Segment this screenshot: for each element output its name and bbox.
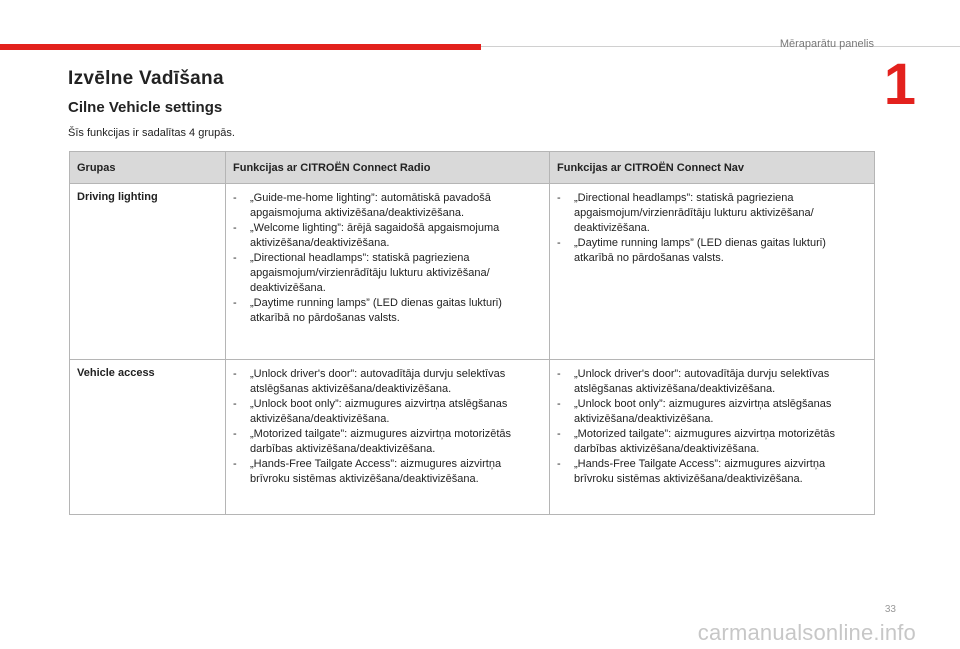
list-item: - „Hands-Free Tailgate Access”: aizmugures aizvirtņa brīvroku sistēmas aktivizēšana/deaktivizēšana.	[233, 457, 542, 487]
group-driving-lighting: Driving lighting	[70, 184, 226, 360]
function-list	[233, 191, 542, 326]
table-row	[70, 184, 875, 360]
list-item: - „Hands-Free Tailgate Access”: aizmugures aizvirtņa brīvroku sistēmas aktivizēšana/deaktivizēšana.	[557, 457, 867, 487]
list-item: - „Directional headlamps”: statiskā pagrieziena apgaismojum/virzienrādītāju lukturu aktivizēšana/ deaktivizēšana.	[233, 251, 542, 296]
page-title: Izvēlne Vadīšana	[68, 68, 224, 89]
radio-functions-cell	[226, 360, 550, 515]
function-list	[233, 367, 542, 487]
page-subtitle: Cilne Vehicle settings	[68, 99, 223, 116]
nav-functions-cell	[550, 184, 875, 360]
function-list	[557, 191, 867, 266]
list-item: - „Daytime running lamps” (LED dienas gaitas lukturi) atkarībā no pārdošanas valsts.	[557, 236, 867, 266]
function-list	[557, 367, 867, 487]
list-item: - „Directional headlamps”: statiskā pagrieziena apgaismojum/virzienrādītāju lukturu aktivizēšana/ deaktivizēšana.	[557, 191, 867, 236]
page-number: 33	[884, 604, 896, 615]
list-item: - „Motorized tailgate”: aizmugures aizvirtņa motorizētās darbības aktivizēšana/deaktivizēšana.	[233, 427, 542, 457]
list-item: - „Motorized tailgate”: aizmugures aizvirtņa motorizētās darbības aktivizēšana/deaktivizēšana.	[557, 427, 867, 457]
list-item: - „Unlock boot only”: aizmugures aizvirtņa atslēgšanas aktivizēšana/deaktivizēšana.	[557, 397, 867, 427]
list-item: - „Unlock driver's door”: autovadītāja durvju selektīvas atslēgšanas aktivizēšana/deaktivizēšana.	[557, 367, 867, 397]
group-vehicle-access: Vehicle access	[70, 360, 226, 515]
list-item: - „Unlock driver's door”: autovadītāja durvju selektīvas atslēgšanas aktivizēšana/deaktivizēšana.	[233, 367, 542, 397]
list-item: - „Guide-me-home lighting”: automātiskā pavadošā apgaismojuma aktivizēšana/deaktivizēšana.	[233, 191, 542, 221]
list-item: - „Daytime running lamps” (LED dienas gaitas lukturi) atkarībā no pārdošanas valsts.	[233, 296, 542, 326]
section-label: Mēraparātu panelis	[779, 38, 874, 50]
list-item: - „Unlock boot only”: aizmugures aizvirtņa atslēgšanas aktivizēšana/deaktivizēšana.	[233, 397, 542, 427]
table-row	[70, 360, 875, 515]
chapter-number: 1	[883, 52, 916, 117]
watermark-text: carmanualsonline.info	[697, 620, 916, 645]
intro-text: Šīs funkcijas ir sadalītas 4 grupās.	[68, 127, 235, 139]
header-connect-radio: Funkcijas ar CITROËN Connect Radio	[226, 152, 550, 184]
header-rule	[481, 46, 960, 47]
table-header-row	[70, 152, 875, 184]
nav-functions-cell	[550, 360, 875, 515]
header-connect-nav: Funkcijas ar CITROËN Connect Nav	[550, 152, 875, 184]
header-accent-bar	[0, 44, 481, 50]
functions-table	[69, 151, 875, 515]
radio-functions-cell	[226, 184, 550, 360]
header-groups: Grupas	[70, 152, 226, 184]
list-item: - „Welcome lighting”: ārējā sagaidošā apgaismojuma aktivizēšana/deaktivizēšana.	[233, 221, 542, 251]
